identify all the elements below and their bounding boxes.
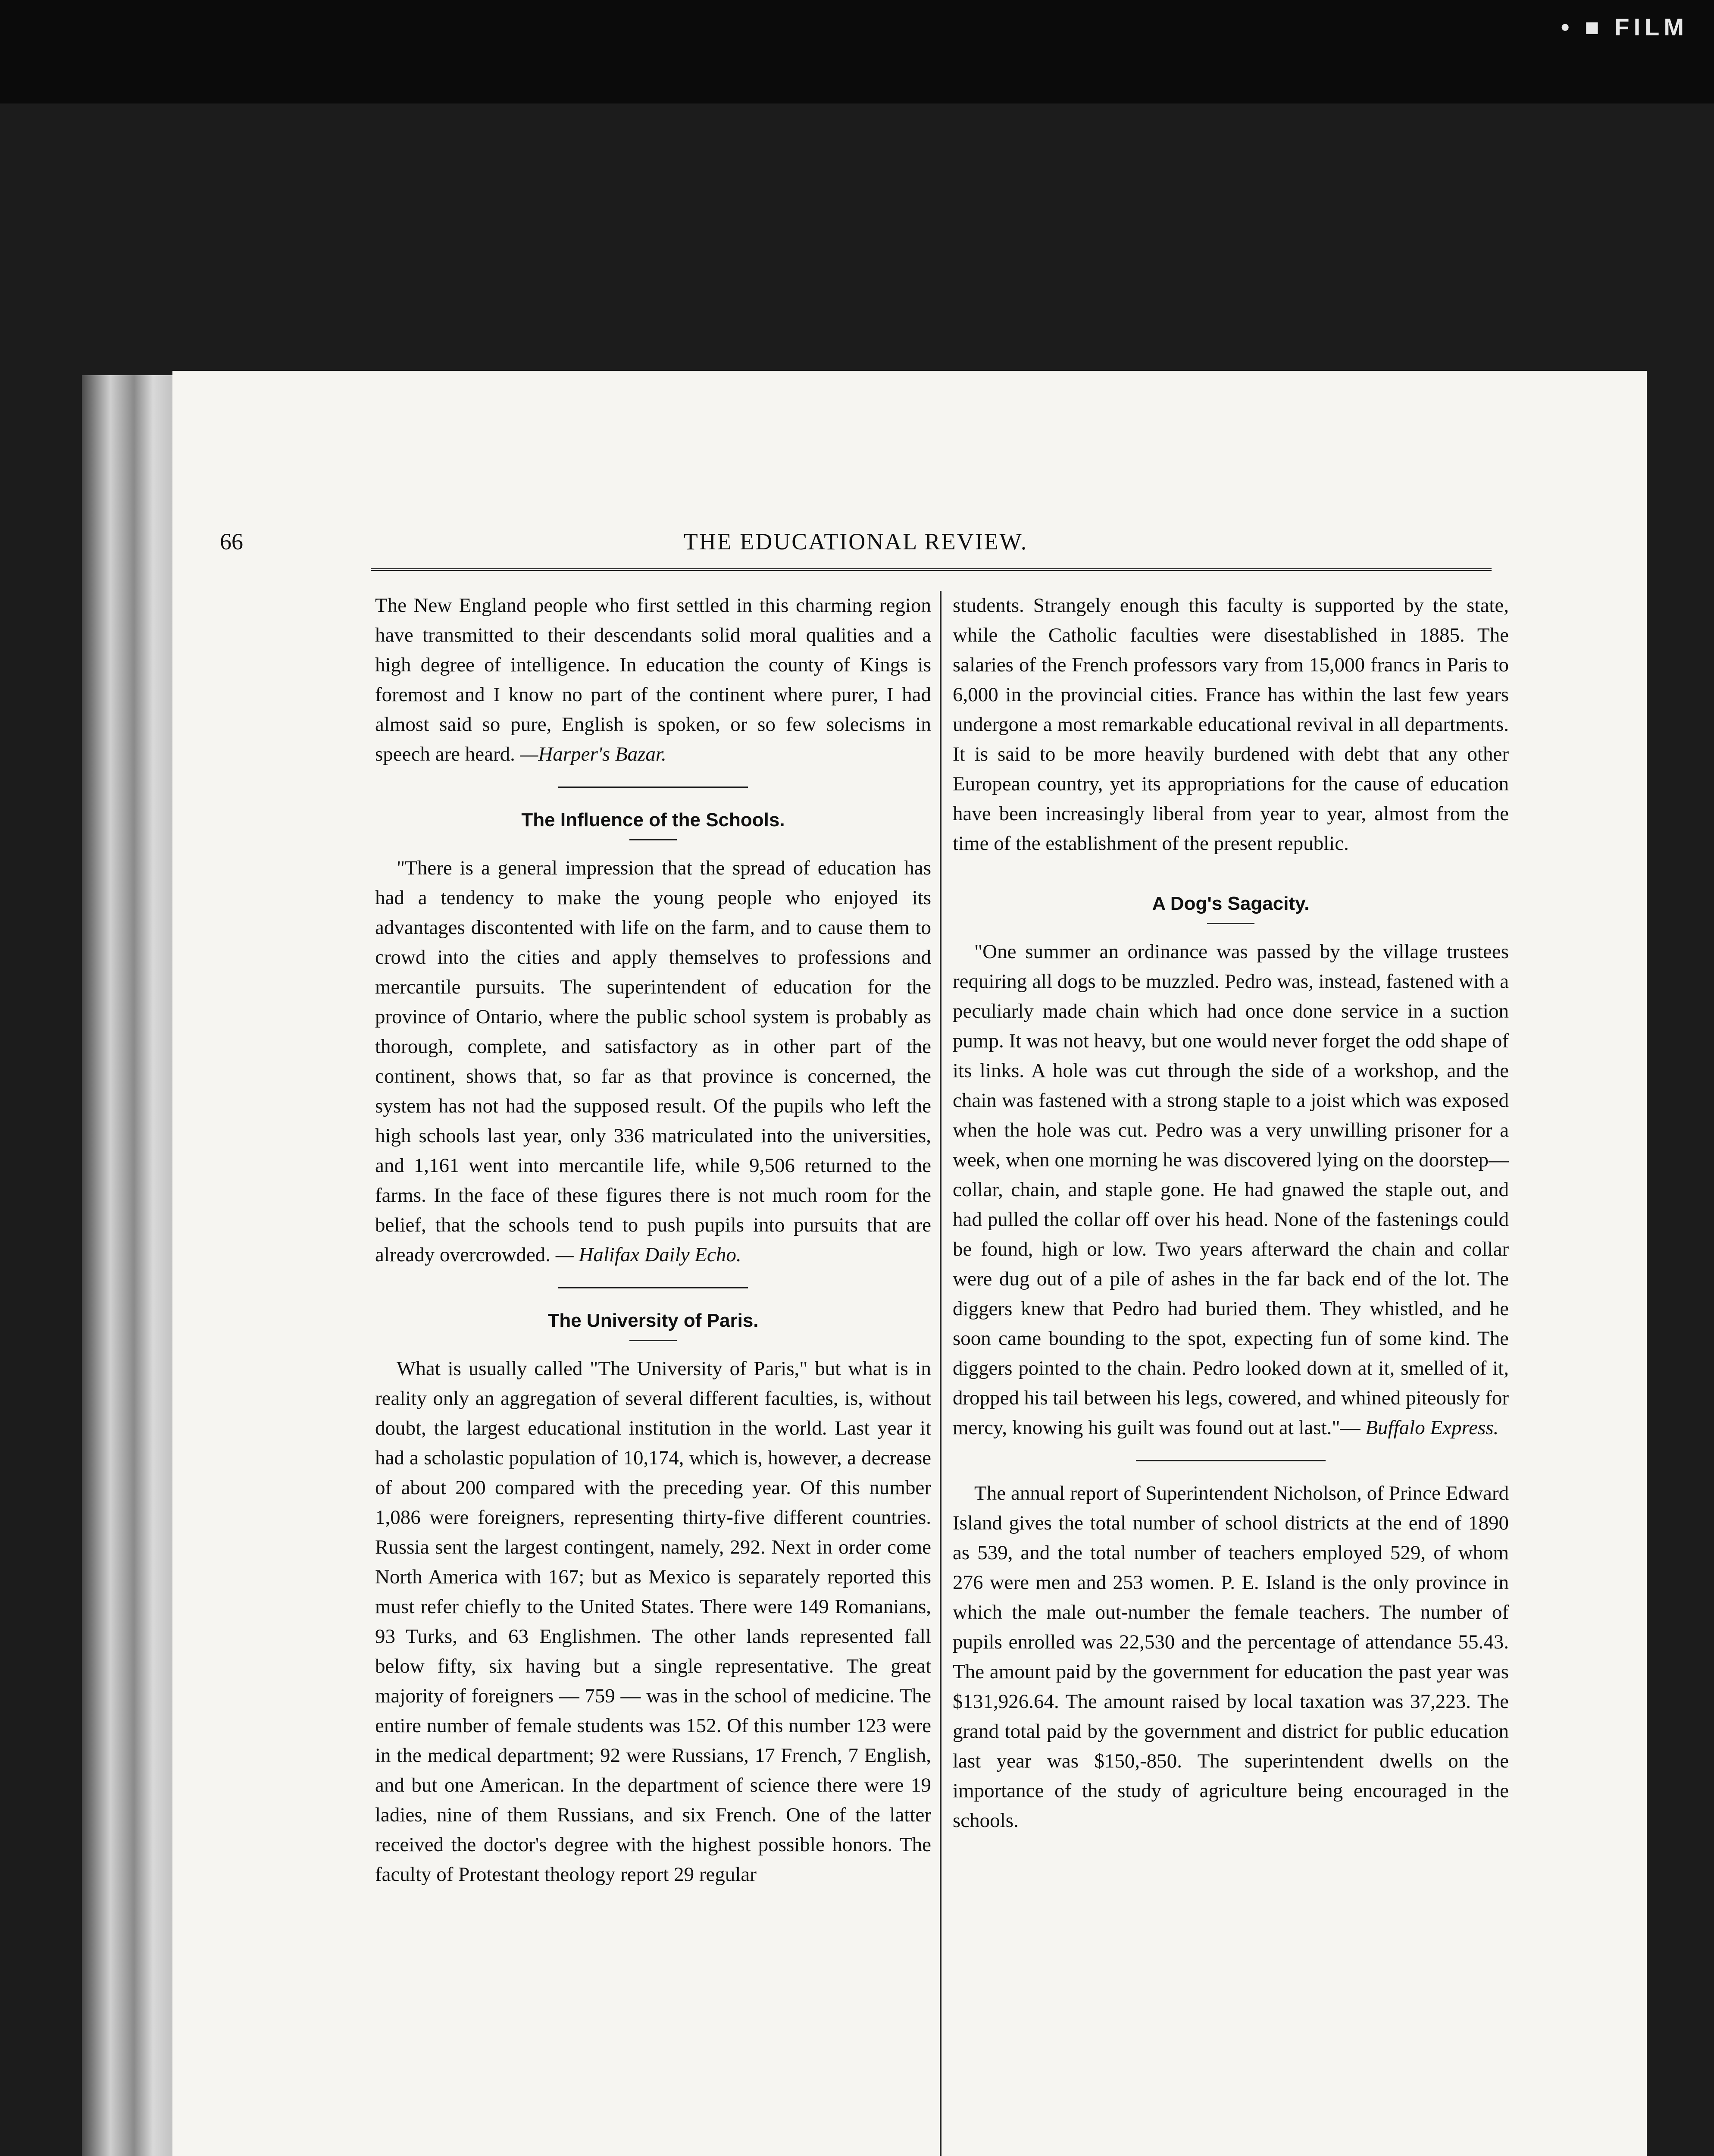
influence-paragraph bbox=[375, 853, 931, 1270]
intro-paragraph bbox=[375, 591, 931, 769]
separator-rule bbox=[1136, 1460, 1326, 1461]
column-divider bbox=[940, 591, 941, 2156]
intro-text: The New England people who first settled in this charming region have transmitted to their descendants solid moral qualities and a high degree of intelligence. In education the county of Kings is foremost and I know no part of the continent where purer, I had almost said so pure, English is spoken, or so few solecisms in speech are heard. bbox=[375, 594, 931, 765]
film-label: • ■ FILM bbox=[1561, 13, 1688, 41]
paris-continued-paragraph: students. Strangely enough this faculty is supported by the state, while the Catholic faculties were disestablished in 1885. The salaries of the French professors vary from 15,000 francs in Paris to 6,000 in the provincial cities. France has within the last few years undergone a most remarkable educational revival in all departments. It is said to be more heavily burdened with debt that any other European country, yet its appropriations for the cause of education have been increasingly liberal from year to year, almost from the time of the establishment of the present republic. bbox=[953, 594, 1509, 855]
page-header bbox=[220, 528, 1492, 563]
report-paragraph: The annual report of Superintendent Nicholson, of Prince Edward Island gives the total number of school districts at the end of 1890 as 539, and the total number of teachers employed 529, of whom 276 were men and 253 women. P. E. Island is the only province in which the male out-number the female teachers. The number of pupils enrolled was 22,530 and the percentage of attendance 55.43. The amount paid by the government for education the past year was $131,926.64. The amount raised by local taxation was 37,223. The grand total paid by the government and district for public education last year was $150,-850. The superintendent dwells on the importance of the study of agriculture being encouraged in the schools. bbox=[953, 1482, 1509, 1832]
running-head: THE EDUCATIONAL REVIEW. bbox=[683, 529, 1028, 555]
article-title-paris: The University of Paris. bbox=[547, 1310, 759, 1331]
dog-text: "One summer an ordinance was passed by the village trustees requiring all dogs to be muzzled. Pedro was, instead, fastened with a peculiarly made chain which had once done service in a suction pump. It was not heavy, but one would never forget the odd shape of its links. A hole was cut through the side of a workshop, and the chain was fastened with a strong staple to a joist which was exposed when the hole was cut. Pedro was a very unwilling prisoner for a week, when one morning he was discovered lying on the doorstep—collar, chain, and staple gone. He had gnawed the staple out, and had pulled the collar off over his head. None of the fastenings could be found, high or low. Two years afterward the chain and collar were dug out of a pile of ashes in the far back end of the lot. The diggers knew that Pedro had buried them. They whistled, and he soon came bounding to the spot, expecting fun of some kind. The diggers pointed to the chain. Pedro looked down at it, smelled of it, dropped his tail between his legs, cowered, and whined piteously for mercy, knowing his guilt was found out at last."— bbox=[953, 940, 1509, 1439]
article-title-influence: The Influence of the Schools. bbox=[521, 809, 785, 830]
dog-source: Buffalo Express. bbox=[1365, 1416, 1499, 1439]
title-rule bbox=[1207, 923, 1254, 924]
separator-rule bbox=[558, 1287, 748, 1288]
header-rule bbox=[371, 568, 1492, 571]
left-column bbox=[375, 591, 931, 1890]
paris-paragraph: What is usually called "The University of Paris," but what is in reality only an aggregation of several different faculties, is, without doubt, the largest educational institution in the world. Last year it had a scholastic population of 10,174, which is, however, a decrease of about 200 compared with the preceding year. Of this number 1,086 were foreigners, representing thirty-five different countries. Russia sent the largest contingent, namely, 292. Next in order come North America with 167; but as Mexico is separately reported this must refer chiefly to the United States. There were 149 Romanians, 93 Turks, and 63 Englishmen. The other lands represented fall below fifty, six having but a single representative. The great majority of foreigners — 759 — was in the school of medicine. The entire number of female students was 152. Of this number 123 were in the medical department; 92 were Russians, 17 French, 7 English, and but one American. In the department of science there were 19 ladies, nine of them Russians, and six French. One of the latter received the doctor's degree with the highest possible honors. The faculty of Protestant theology report 29 regular bbox=[375, 1357, 931, 1886]
separator-rule bbox=[558, 787, 748, 788]
dog-paragraph bbox=[953, 937, 1509, 1443]
article-title-dog: A Dog's Sagacity. bbox=[1152, 893, 1310, 914]
right-column bbox=[953, 591, 1509, 1836]
influence-source: — Halifax Daily Echo. bbox=[555, 1244, 741, 1266]
title-rule bbox=[629, 1340, 677, 1341]
intro-source: —Harper's Bazar. bbox=[520, 743, 666, 765]
title-rule bbox=[629, 839, 677, 840]
page-number: 66 bbox=[220, 529, 243, 555]
influence-text: "There is a general impression that the spread of education has had a tendency to make the young people who enjoyed its advantages discontented with life on the farm, and to cause them to crowd into the cities and apply themselves to professions and mercantile pursuits. The superintendent of education for the province of Ontario, where the public school system is probably as thorough, complete, and satisfactory as in other part of the continent, shows that, so far as that province is concerned, the system has not had the supposed result. Of the pupils who left the high schools last year, only 336 matriculated into the universities, and 1,161 went into mercantile life, while 9,506 returned to the farms. In the face of these figures there is not much room for the belief, that the schools tend to push pupils into pursuits that are already overcrowded. bbox=[375, 857, 931, 1266]
book-page-edges bbox=[82, 375, 177, 2156]
